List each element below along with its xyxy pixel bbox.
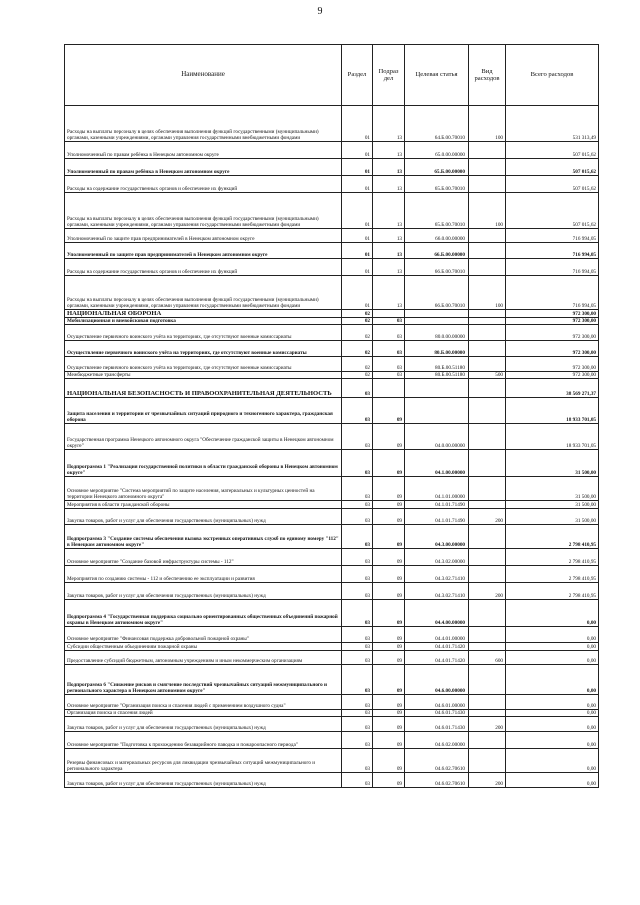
row-section: 03 <box>342 566 373 583</box>
header-target-article: Целевая статья <box>405 45 469 106</box>
row-target-article: 04.1.01.71490 <box>405 501 469 509</box>
row-section: 03 <box>342 477 373 501</box>
row-target-article: 04.6.02.00000 <box>405 732 469 749</box>
row-name: Уполномоченный по правам ребёнка в Ненецком автономном округе <box>65 159 342 176</box>
table-row <box>65 583 599 600</box>
row-section: 03 <box>342 665 373 695</box>
header-total: Всего расходов <box>506 45 599 106</box>
row-section: 03 <box>342 379 373 398</box>
row-target-article: 04.6.01.71430 <box>405 717 469 732</box>
row-subsection: 13 <box>373 142 405 159</box>
table-row <box>65 259 599 276</box>
table-row <box>65 379 599 398</box>
row-section: 03 <box>342 398 373 424</box>
row-name: Уполномоченный по защите прав предпринимателей в Ненецком автономном округе <box>65 229 342 243</box>
row-target-article: 04.6.00.00000 <box>405 665 469 695</box>
row-expense-type: 100 <box>469 106 506 142</box>
row-section: 03 <box>342 710 373 717</box>
row-name: Межбюджетные трансферты <box>65 372 342 379</box>
row-name: Закупка товаров, работ и услуг для обеспечения государственных (муниципальных) нужд <box>65 717 342 732</box>
row-section: 03 <box>342 627 373 643</box>
row-name: Подпрограмма 6 "Снижение рисков и смягчение последствий чрезвычайных ситуаций межмуниципального и регионального характера в Ненецком автономном округе" <box>65 665 342 695</box>
row-section: 01 <box>342 243 373 259</box>
row-target-article: 04.6.02.70610 <box>405 749 469 773</box>
row-expense-type: 200 <box>469 509 506 525</box>
row-subsection: 03 <box>373 318 405 325</box>
row-name: Расходы на содержание государственных органов и обеспечение их функций <box>65 176 342 193</box>
row-name: Закупка товаров, работ и услуг для обеспечения государственных (муниципальных) нужд <box>65 509 342 525</box>
row-total: 0,00 <box>506 773 599 788</box>
row-subsection: 09 <box>373 509 405 525</box>
row-total: 38 569 271,37 <box>506 379 599 398</box>
row-subsection: 09 <box>373 643 405 651</box>
row-subsection: 03 <box>373 357 405 372</box>
row-target-article: 04.3.02.00000 <box>405 549 469 566</box>
row-name: Мероприятия по созданию системы - 112 и обеспечению ее эксплуатации и развития <box>65 566 342 583</box>
row-subsection: 09 <box>373 501 405 509</box>
row-total: 31 500,00 <box>506 501 599 509</box>
row-expense-type <box>469 566 506 583</box>
row-section: 02 <box>342 341 373 357</box>
row-total: 507 015,62 <box>506 142 599 159</box>
row-target-article: 04.4.01.71420 <box>405 643 469 651</box>
row-total: 18 933 701,05 <box>506 398 599 424</box>
table-row <box>65 643 599 651</box>
row-section: 03 <box>342 424 373 450</box>
row-total: 0,00 <box>506 710 599 717</box>
table-row <box>65 450 599 477</box>
row-expense-type <box>469 243 506 259</box>
budget-expenditure-table <box>64 44 599 788</box>
row-name: Расходы на выплаты персоналу в целях обеспечения выполнения функций государственными (муниципальными) органами, казенными учреждениями, органами управления государственными внебюджетными фондами <box>65 193 342 229</box>
row-target-article: 80.Б.00.51180 <box>405 357 469 372</box>
row-expense-type <box>469 695 506 710</box>
row-expense-type <box>469 665 506 695</box>
table-row <box>65 566 599 583</box>
row-target-article: 04.1.01.00000 <box>405 477 469 501</box>
row-total: 716 994,05 <box>506 276 599 310</box>
header-section: Раздел <box>342 45 373 106</box>
row-expense-type <box>469 259 506 276</box>
row-expense-type <box>469 357 506 372</box>
row-target-article: 04.6.02.70610 <box>405 773 469 788</box>
row-subsection: 13 <box>373 276 405 310</box>
table-row <box>65 424 599 450</box>
row-target-article: 04.3.02.71410 <box>405 566 469 583</box>
row-section: 02 <box>342 372 373 379</box>
row-section: 03 <box>342 600 373 627</box>
row-target-article: 66.Б.00.70010 <box>405 259 469 276</box>
row-name: Подпрограмма 4 "Государственная поддержка социально ориентированных общественных объединений пожарной охраны в Ненецком автономном округе" <box>65 600 342 627</box>
table-row <box>65 193 599 229</box>
row-expense-type <box>469 379 506 398</box>
row-target-article: 04.1.00.00000 <box>405 450 469 477</box>
row-section: 02 <box>342 357 373 372</box>
row-subsection: 13 <box>373 176 405 193</box>
row-section: 01 <box>342 229 373 243</box>
table-row <box>65 695 599 710</box>
row-total: 0,00 <box>506 643 599 651</box>
row-total: 0,00 <box>506 749 599 773</box>
row-section: 01 <box>342 159 373 176</box>
row-total: 0,00 <box>506 665 599 695</box>
row-name: Основное мероприятие "Финансовая поддержка добровольной пожарной охраны" <box>65 627 342 643</box>
row-section: 03 <box>342 695 373 710</box>
row-total: 972 300,00 <box>506 310 599 318</box>
table-row <box>65 159 599 176</box>
row-name: Основное мероприятие "Создание базовой инфраструктуры системы - 112" <box>65 549 342 566</box>
row-name: НАЦИОНАЛЬНАЯ ОБОРОНА <box>65 310 342 318</box>
row-expense-type <box>469 450 506 477</box>
table-row <box>65 627 599 643</box>
row-target-article: 65.Б.00.70010 <box>405 193 469 229</box>
row-name: НАЦИОНАЛЬНАЯ БЕЗОПАСНОСТЬ И ПРАВООХРАНИТЕЛЬНАЯ ДЕЯТЕЛЬНОСТЬ <box>65 379 342 398</box>
table-row <box>65 106 599 142</box>
row-total: 0,00 <box>506 732 599 749</box>
table-row <box>65 717 599 732</box>
row-section: 03 <box>342 749 373 773</box>
table-body <box>65 106 599 788</box>
row-total: 972 300,00 <box>506 318 599 325</box>
row-expense-type <box>469 710 506 717</box>
row-target-article: 66.Б.00.00000 <box>405 243 469 259</box>
row-target-article: 04.0.00.00000 <box>405 424 469 450</box>
row-expense-type: 500 <box>469 372 506 379</box>
row-total: 31 500,00 <box>506 509 599 525</box>
row-expense-type <box>469 643 506 651</box>
row-expense-type: 600 <box>469 651 506 665</box>
table-row <box>65 341 599 357</box>
row-name: Подпрограмма 3 "Создание системы обеспечения вызова экстренных оперативных служб по единому номеру "112" в Ненецком автономном округе" <box>65 525 342 549</box>
row-target-article: 04.4.01.71420 <box>405 651 469 665</box>
row-total: 31 500,00 <box>506 450 599 477</box>
row-name: Основное мероприятие "Система мероприятий по защите населения, материальных и культурных ценностей на территории Ненецкого автономного округа" <box>65 477 342 501</box>
table-row <box>65 749 599 773</box>
row-name: Подпрограмма 1 "Реализация государственной политики в области гражданской обороны в Ненецком автономном округе" <box>65 450 342 477</box>
row-target-article: 04.6.01.71430 <box>405 710 469 717</box>
row-name: Осуществление первичного воинского учёта на территориях, где отсутствуют военные комиссариаты <box>65 341 342 357</box>
row-total: 972 300,00 <box>506 341 599 357</box>
row-expense-type: 200 <box>469 773 506 788</box>
row-expense-type <box>469 325 506 341</box>
row-subsection: 09 <box>373 424 405 450</box>
row-name: Расходы на содержание государственных органов и обеспечение их функций <box>65 259 342 276</box>
row-total: 507 015,62 <box>506 159 599 176</box>
table-row <box>65 501 599 509</box>
row-subsection: 13 <box>373 106 405 142</box>
row-total: 972 300,00 <box>506 357 599 372</box>
table-row <box>65 176 599 193</box>
row-total: 716 994,05 <box>506 229 599 243</box>
table-row <box>65 357 599 372</box>
row-name: Мобилизационная и вневойсковая подготовка <box>65 318 342 325</box>
row-subsection <box>373 379 405 398</box>
row-name: Субсидии общественным объединениям пожарной охраны <box>65 643 342 651</box>
page-number: 9 <box>317 6 323 17</box>
row-expense-type <box>469 627 506 643</box>
row-expense-type: 200 <box>469 583 506 600</box>
row-total: 2 798 410,95 <box>506 566 599 583</box>
row-total: 507 015,62 <box>506 176 599 193</box>
row-target-article: 66.0.00.00000 <box>405 229 469 243</box>
row-section: 03 <box>342 732 373 749</box>
row-subsection: 09 <box>373 566 405 583</box>
row-subsection: 09 <box>373 749 405 773</box>
row-subsection: 13 <box>373 193 405 229</box>
row-name: Государственная программа Ненецкого автономного округа "Обеспечение гражданской защиты в Ненецком автономном округе" <box>65 424 342 450</box>
row-subsection: 09 <box>373 583 405 600</box>
row-expense-type <box>469 749 506 773</box>
table-row <box>65 651 599 665</box>
row-name: Организация поиска и спасения людей <box>65 710 342 717</box>
row-target-article: 66.Б.00.70010 <box>405 276 469 310</box>
row-expense-type <box>469 477 506 501</box>
row-expense-type <box>469 600 506 627</box>
row-name: Уполномоченный по правам ребёнка в Ненецком автономном округе <box>65 142 342 159</box>
row-subsection: 09 <box>373 549 405 566</box>
row-subsection: 09 <box>373 600 405 627</box>
row-subsection: 03 <box>373 372 405 379</box>
row-section: 02 <box>342 310 373 318</box>
row-section: 02 <box>342 318 373 325</box>
row-expense-type: 200 <box>469 717 506 732</box>
row-subsection: 13 <box>373 229 405 243</box>
row-subsection: 03 <box>373 325 405 341</box>
row-subsection: 09 <box>373 695 405 710</box>
row-section: 01 <box>342 276 373 310</box>
row-total: 507 015,62 <box>506 193 599 229</box>
row-target-article: 80.0.00.00000 <box>405 325 469 341</box>
row-expense-type <box>469 310 506 318</box>
row-target-article: 04.4.01.00000 <box>405 627 469 643</box>
row-section: 03 <box>342 773 373 788</box>
row-target-article: 04.6.01.00000 <box>405 695 469 710</box>
row-expense-type <box>469 424 506 450</box>
row-total: 972 300,00 <box>506 372 599 379</box>
row-name: Защита населения и территории от чрезвычайных ситуаций природного и техногенного характера, гражданская оборона <box>65 398 342 424</box>
table-row <box>65 142 599 159</box>
row-target-article: 04.4.00.00000 <box>405 600 469 627</box>
row-section: 03 <box>342 717 373 732</box>
row-total: 2 798 410,95 <box>506 583 599 600</box>
table-row <box>65 710 599 717</box>
table-row <box>65 525 599 549</box>
row-total: 18 933 701,05 <box>506 424 599 450</box>
table-row <box>65 398 599 424</box>
row-subsection: 09 <box>373 773 405 788</box>
table-row <box>65 477 599 501</box>
row-section: 03 <box>342 525 373 549</box>
row-expense-type <box>469 732 506 749</box>
table-row <box>65 310 599 318</box>
header-expense-type: Вид расходов <box>469 45 506 106</box>
row-expense-type <box>469 341 506 357</box>
row-total: 716 994,05 <box>506 259 599 276</box>
row-total: 31 500,00 <box>506 477 599 501</box>
row-name: Осуществление первичного воинского учёта на территориях, где отсутствуют военные комиссариаты <box>65 357 342 372</box>
row-name: Закупка товаров, работ и услуг для обеспечения государственных (муниципальных) нужд <box>65 583 342 600</box>
row-section: 02 <box>342 325 373 341</box>
row-target-article: 65.Б.00.70010 <box>405 176 469 193</box>
row-target-article: 04.3.00.00000 <box>405 525 469 549</box>
header-name: Наименование <box>65 45 342 106</box>
row-subsection: 09 <box>373 710 405 717</box>
row-expense-type <box>469 501 506 509</box>
row-expense-type <box>469 142 506 159</box>
row-expense-type <box>469 398 506 424</box>
row-subsection: 03 <box>373 341 405 357</box>
row-subsection: 09 <box>373 717 405 732</box>
table-row <box>65 665 599 695</box>
row-name: Основное мероприятие "Подготовка к прохождению безаварийного паводка и пожароопасного периода" <box>65 732 342 749</box>
row-subsection: 09 <box>373 627 405 643</box>
row-subsection: 13 <box>373 159 405 176</box>
row-subsection: 09 <box>373 651 405 665</box>
row-name: Закупка товаров, работ и услуг для обеспечения государственных (муниципальных) нужд <box>65 773 342 788</box>
row-target-article: 80.Б.00.51180 <box>405 372 469 379</box>
row-total: 0,00 <box>506 717 599 732</box>
row-total: 0,00 <box>506 651 599 665</box>
table-row <box>65 600 599 627</box>
row-section: 03 <box>342 643 373 651</box>
row-section: 03 <box>342 651 373 665</box>
row-total: 0,00 <box>506 627 599 643</box>
table-row <box>65 372 599 379</box>
row-total: 0,00 <box>506 695 599 710</box>
row-total: 716 994,05 <box>506 243 599 259</box>
table-row <box>65 243 599 259</box>
row-section: 03 <box>342 583 373 600</box>
row-target-article <box>405 379 469 398</box>
row-subsection: 09 <box>373 732 405 749</box>
row-target-article <box>405 310 469 318</box>
row-expense-type <box>469 229 506 243</box>
row-total: 2 798 410,95 <box>506 549 599 566</box>
table-row <box>65 732 599 749</box>
header-subsection: Подраз дел <box>373 45 405 106</box>
table-row <box>65 549 599 566</box>
row-section: 03 <box>342 549 373 566</box>
row-name: Предоставление субсидий бюджетным, автономным учреждениям и иным некоммерческим организациям <box>65 651 342 665</box>
row-target-article: 65.Б.00.00000 <box>405 159 469 176</box>
row-section: 01 <box>342 259 373 276</box>
row-expense-type <box>469 176 506 193</box>
row-section: 01 <box>342 176 373 193</box>
table-row <box>65 276 599 310</box>
table-header-row <box>65 45 599 106</box>
row-subsection: 09 <box>373 477 405 501</box>
row-target-article: 80.Б.00.00000 <box>405 341 469 357</box>
row-expense-type <box>469 549 506 566</box>
row-subsection: 13 <box>373 259 405 276</box>
row-expense-type <box>469 525 506 549</box>
row-name: Осуществление первичного воинского учёта на территориях, где отсутствуют военные комиссариаты <box>65 325 342 341</box>
row-target-article <box>405 318 469 325</box>
row-subsection: 09 <box>373 398 405 424</box>
row-section: 01 <box>342 142 373 159</box>
row-expense-type: 100 <box>469 276 506 310</box>
row-name: Расходы на выплаты персоналу в целях обеспечения выполнения функций государственными (муниципальными) органами, казенными учреждениями, органами управления государственными внебюджетными фондами <box>65 106 342 142</box>
table-row <box>65 509 599 525</box>
table-row <box>65 318 599 325</box>
row-section: 01 <box>342 106 373 142</box>
table-row <box>65 325 599 341</box>
row-name: Мероприятия в области гражданской обороны <box>65 501 342 509</box>
row-target-article: 64.Б.00.70010 <box>405 106 469 142</box>
row-section: 03 <box>342 450 373 477</box>
row-expense-type <box>469 318 506 325</box>
row-target-article: 04.3.02.71410 <box>405 583 469 600</box>
row-total: 0,00 <box>506 600 599 627</box>
row-total: 2 798 410,95 <box>506 525 599 549</box>
row-subsection: 13 <box>373 243 405 259</box>
row-subsection: 09 <box>373 525 405 549</box>
row-subsection: 09 <box>373 665 405 695</box>
row-name: Уполномоченный по защите прав предпринимателей в Ненецком автономном округе <box>65 243 342 259</box>
row-subsection <box>373 310 405 318</box>
table-row <box>65 773 599 788</box>
row-name: Основное мероприятие "Организация поиска и спасения людей с применением воздушного судна" <box>65 695 342 710</box>
row-section: 03 <box>342 509 373 525</box>
row-target-article: 65.0.00.00000 <box>405 142 469 159</box>
row-name: Резервы финансовых и материальных ресурсов для ликвидации чрезвычайных ситуаций межмуниципального и регионального характера <box>65 749 342 773</box>
row-section: 01 <box>342 193 373 229</box>
row-subsection: 09 <box>373 450 405 477</box>
row-total: 531 313,49 <box>506 106 599 142</box>
table-row <box>65 229 599 243</box>
row-name: Расходы на выплаты персоналу в целях обеспечения выполнения функций государственными (муниципальными) органами, казенными учреждениями, органами управления государственными внебюджетными фондами <box>65 276 342 310</box>
row-target-article <box>405 398 469 424</box>
row-expense-type <box>469 159 506 176</box>
row-total: 972 300,00 <box>506 325 599 341</box>
row-expense-type: 100 <box>469 193 506 229</box>
row-target-article: 04.1.01.71490 <box>405 509 469 525</box>
row-section: 03 <box>342 501 373 509</box>
